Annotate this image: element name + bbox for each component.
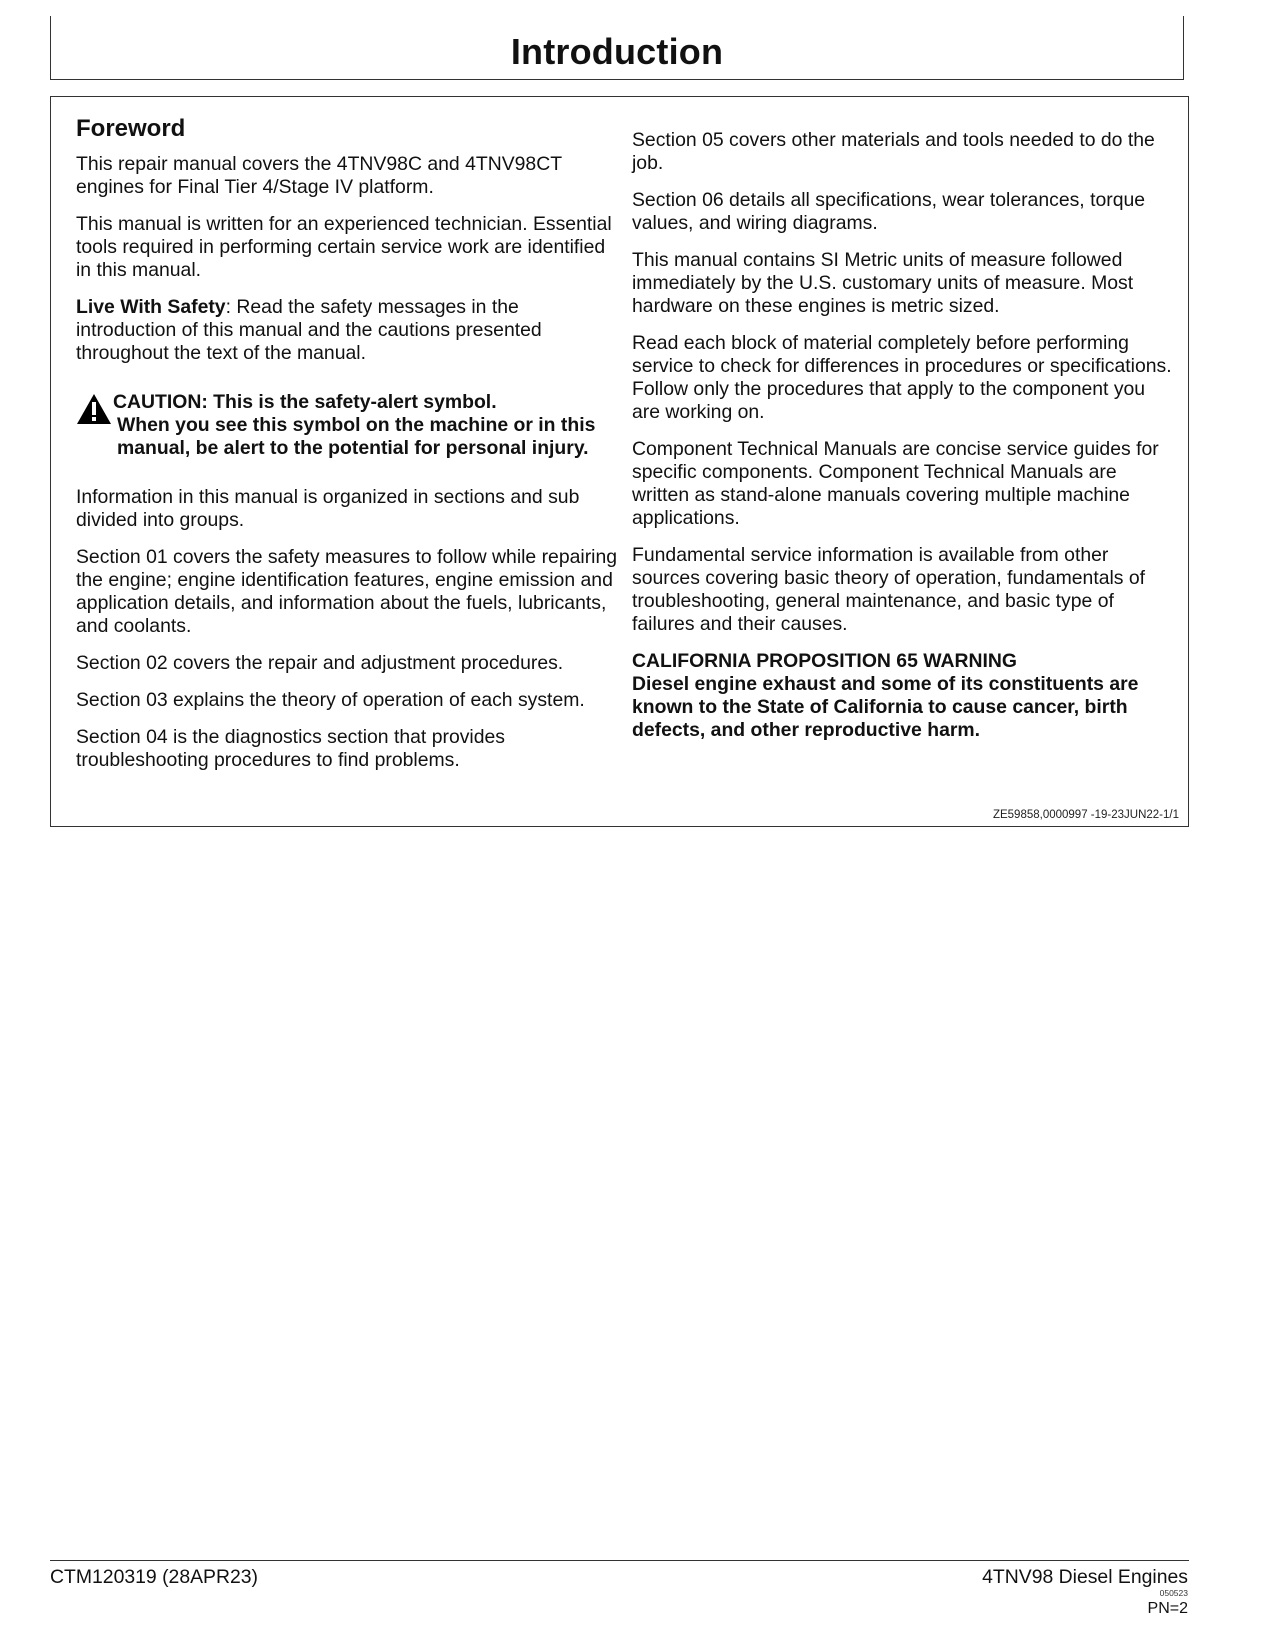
paragraph: Section 04 is the diagnostics section that provides troubleshooting procedures to find problems. bbox=[76, 726, 505, 771]
page-title: Introduction bbox=[510, 31, 724, 72]
paragraph: This repair manual covers the 4TNV98C and 4TNV98CT engines for Final Tier 4/Stage IV platform. bbox=[76, 153, 562, 198]
document-id: ZE59858,0000997 -19-23JUN22-1/1 bbox=[992, 809, 1179, 821]
paragraph: Information in this manual is organized in sections and sub divided into groups. bbox=[76, 486, 580, 531]
paragraph: Section 01 covers the safety measures to follow while repairing the engine; engine identification features, engine emission and application details, and information about the fuels, lubricants, and coolants. bbox=[76, 546, 618, 637]
footer-manual-id: CTM120319 (28APR23) bbox=[50, 1566, 259, 1588]
live-with-safety-paragraph bbox=[76, 296, 624, 365]
paragraph: Read each block of material completely before performing service to check for differences in procedures or specifications. Follow only the procedures that apply to the component you are working on. bbox=[632, 332, 1172, 423]
caution-title: CAUTION: This is the safety-alert symbol. bbox=[113, 391, 497, 413]
page-number: PN=2 bbox=[1147, 1600, 1188, 1617]
right-column bbox=[632, 129, 1172, 742]
paragraph: This manual is written for an experienced technician. Essential tools required in performing certain service work are identified in this manual. bbox=[76, 213, 612, 281]
warning-triangle-icon bbox=[76, 393, 112, 425]
page-header bbox=[50, 16, 1184, 80]
paragraph: Component Technical Manuals are concise service guides for specific components. Component Technical Manuals are written as stand-alone manuals covering multiple machine applications. bbox=[632, 438, 1159, 529]
paragraph: Section 03 explains the theory of operation of each system. bbox=[76, 689, 585, 711]
paragraph: This manual contains SI Metric units of measure followed immediately by the U.S. customary units of measure. Most hardware on these engines is metric sized. bbox=[632, 249, 1134, 317]
live-with-safety-text: : Read the safety messages in the introduction of this manual and the cautions presented throughout the text of the manual. bbox=[76, 296, 542, 364]
footer-code: 050523 bbox=[1159, 1588, 1188, 1598]
section-heading: Foreword bbox=[76, 115, 186, 142]
paragraph: Section 06 details all specifications, wear tolerances, torque values, and wiring diagrams. bbox=[632, 189, 1146, 234]
caution-block bbox=[76, 391, 624, 460]
foreword-section bbox=[50, 96, 1189, 827]
prop65-warning-body: Diesel engine exhaust and some of its constituents are known to the State of California to cause cancer, birth defects, and other reproductive harm. bbox=[632, 673, 1139, 741]
paragraph: Section 02 covers the repair and adjustment procedures. bbox=[76, 652, 564, 674]
paragraph: Fundamental service information is available from other sources covering basic theory of operation, fundamentals of troubleshooting, general maintenance, and basic type of failures and their causes. bbox=[632, 544, 1146, 635]
paragraph: Section 05 covers other materials and tools needed to do the job. bbox=[632, 129, 1155, 174]
footer-divider bbox=[50, 1560, 1189, 1561]
caution-body: When you see this symbol on the machine or in this manual, be alert to the potential for personal injury. bbox=[117, 414, 596, 459]
prop65-warning-title: CALIFORNIA PROPOSITION 65 WARNING bbox=[632, 650, 1017, 672]
left-column bbox=[76, 115, 624, 786]
footer-manual-title: 4TNV98 Diesel Engines bbox=[982, 1566, 1188, 1588]
live-with-safety-label: Live With Safety bbox=[76, 296, 226, 318]
